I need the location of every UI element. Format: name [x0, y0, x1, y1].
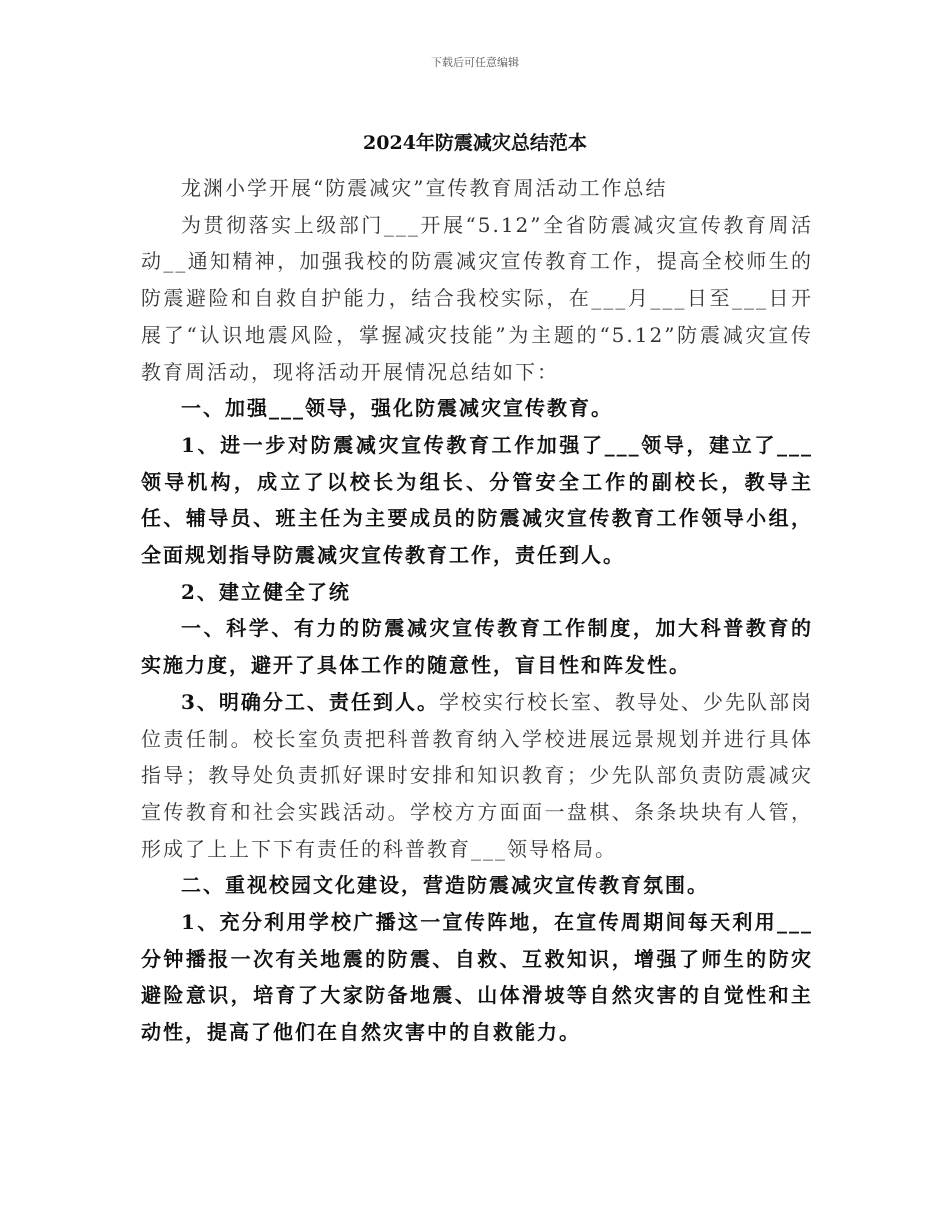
header-note: 下载后可任意编辑	[431, 56, 519, 69]
paragraph-1-3	[141, 684, 813, 868]
section-heading-2: 二、重视校园文化建设，营造防震减灾宣传教育氛围。	[181, 873, 709, 898]
paragraph-1-2: 2、建立健全了统	[181, 579, 351, 604]
document-title: 2024年防震减灾总结范本	[363, 132, 587, 154]
paragraph-1-3-body: 学校实行校长室、教导处、少先队部岗位责任制。校长室负责把科普教育纳入学校进展远景规划并进行具体指导；教导处负责抓好课时安排和知识教育；少先队部负责防震减灾宣传教育和社会实践活动。学校方方面面一盘棋、条条块块有人管，形成了上上下下有责任的科普教育___领导格局。	[141, 689, 813, 861]
paragraph-2-1: 1、充分利用学校广播这一宣传阵地，在宣传周期间每天利用___分钟播报一次有关地震的防震、自救、互救知识，增强了师生的防灾避险意识，培育了大家防备地震、山体滑坡等自然灾害的自觉性和主动性，提高了他们在自然灾害中的自救能力。	[141, 910, 813, 1045]
paragraph-1-1: 1、进一步对防震减灾宣传教育工作加强了___领导，建立了___领导机构，成立了以校长为组长、分管安全工作的副校长，教导主任、辅导员、班主任为主要成员的防震减灾宣传教育工作领导小组，全面规划指导防震减灾宣传教育工作，责任到人。	[141, 432, 813, 568]
section-heading-1: 一、加强___领导，强化防震减灾宣传教育。	[181, 396, 613, 421]
document-body	[141, 170, 813, 1051]
paragraph-intro: 为贯彻落实上级部门___开展“5.12”全省防震减灾宣传教育周活动__通知精神，加强我校的防震减灾宣传教育工作，提高全校师生的防震避险和自救自护能力，结合我校实际，在___月___日至___日开展了“认识地震风险，掌握减灾技能”为主题的“5.12”防震减灾宣传教育周活动，现将活动开展情况总结如下：	[141, 212, 813, 384]
paragraph-subtitle: 龙渊小学开展“防震减灾”宣传教育周活动工作总结	[181, 176, 668, 200]
paragraph-1-3-lead: 3、明确分工、责任到人。	[181, 689, 439, 714]
paragraph-1-2-cont: 一、科学、有力的防震减灾宣传教育工作制度，加大科普教育的实施力度，避开了具体工作的随意性，盲目性和阵发性。	[141, 616, 813, 678]
